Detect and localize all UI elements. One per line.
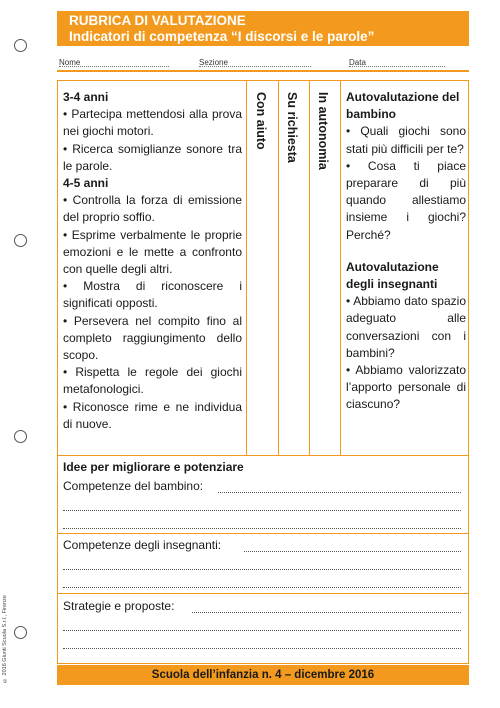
footer-bar: Scuola dell’infanzia n. 4 – dicembre 2016 bbox=[57, 665, 469, 685]
teachers-question: • Abbiamo dato spazio adeguato alle conversazioni con i bambini? bbox=[346, 294, 466, 360]
level-on-request: Su richiesta bbox=[285, 92, 299, 163]
child-competences-line[interactable] bbox=[218, 492, 461, 493]
teachers-competences-line[interactable] bbox=[63, 569, 461, 570]
ideas-heading: Idee per migliorare e potenziare bbox=[63, 460, 244, 474]
teachers-competences-line[interactable] bbox=[244, 551, 461, 552]
indicator-item: • Mostra di riconoscere i significati opposti. bbox=[63, 279, 242, 311]
page-subtitle: Indicatori di competenza “I discorsi e le parole” bbox=[69, 28, 375, 44]
strategies-line[interactable] bbox=[192, 612, 461, 613]
column-divider bbox=[278, 80, 279, 455]
row-divider bbox=[57, 533, 469, 534]
indicator-item: • Partecipa mettendosi alla prova nei giochi motori. bbox=[63, 107, 242, 139]
indicators-column bbox=[63, 89, 242, 433]
indicator-item: • Riconosce rime e ne individua di nuove. bbox=[63, 399, 242, 431]
teachers-self-eval-heading: Autovalutazione degli insegnanti bbox=[346, 259, 439, 292]
indicator-item: • Rispetta le regole dei giochi metafonologici. bbox=[63, 365, 242, 397]
self-evaluation-column bbox=[346, 89, 466, 414]
level-autonomous: In autonomia bbox=[316, 92, 330, 170]
header-rule bbox=[57, 70, 469, 72]
child-competences-text: Competenze del bambino: bbox=[63, 479, 206, 493]
age-heading: 3-4 anni bbox=[63, 90, 109, 104]
name-label: Nome bbox=[59, 58, 81, 67]
child-competences-label bbox=[63, 479, 463, 493]
row-divider bbox=[57, 593, 469, 594]
indicator-item: • Ricerca somiglianze sonore tra le parole. bbox=[63, 141, 242, 173]
indicator-item: • Controlla la forza di emissione del proprio soffio. bbox=[63, 193, 242, 225]
child-self-eval-heading: Autovalutazione del bambino bbox=[346, 90, 460, 122]
age-heading: 4-5 anni bbox=[63, 176, 109, 191]
binder-hole bbox=[14, 234, 27, 247]
child-competences-line[interactable] bbox=[63, 528, 461, 529]
section-label: Sezione bbox=[199, 58, 228, 67]
section-field[interactable] bbox=[199, 58, 311, 67]
column-divider bbox=[246, 80, 247, 455]
teachers-competences-text: Competenze degli insegnanti: bbox=[63, 538, 222, 552]
strategies-text: Strategie e proposte: bbox=[63, 599, 175, 613]
indicator-item: • Persevera nel compito fino al completo raggiungimento dello scopo. bbox=[63, 313, 242, 363]
date-label: Data bbox=[349, 58, 366, 67]
page-title: RUBRICA DI VALUTAZIONE bbox=[69, 13, 246, 28]
level-with-help: Con aiuto bbox=[254, 92, 268, 150]
teachers-question: • Abbiamo valorizzato l’apporto personale di ciascuno? bbox=[346, 363, 466, 412]
row-divider bbox=[57, 455, 469, 456]
strategies-label bbox=[63, 599, 463, 613]
header-banner bbox=[57, 11, 469, 46]
child-question: • Quali giochi sono stati più difficili per te? bbox=[346, 124, 466, 156]
teachers-competences-line[interactable] bbox=[63, 587, 461, 588]
column-divider bbox=[309, 80, 310, 455]
binder-hole bbox=[14, 626, 27, 639]
name-field[interactable] bbox=[59, 58, 169, 67]
indicator-item: • Esprime verbalmente le proprie emozioni e le mette a confronto con quelle degli altri. bbox=[63, 227, 242, 277]
strategies-line[interactable] bbox=[63, 630, 461, 631]
child-question: • Cosa ti piace preparare di più quando allestiamo insieme i giochi? Perché? bbox=[346, 158, 466, 242]
column-divider bbox=[340, 80, 341, 455]
teachers-competences-label bbox=[63, 538, 463, 552]
binder-hole bbox=[14, 430, 27, 443]
copyright-note: © 2016 Giunti Scuola S.r.l., Firenze bbox=[2, 595, 8, 683]
child-competences-line[interactable] bbox=[63, 510, 461, 511]
binder-hole bbox=[14, 39, 27, 52]
strategies-line[interactable] bbox=[63, 648, 461, 649]
date-field[interactable] bbox=[349, 58, 445, 67]
